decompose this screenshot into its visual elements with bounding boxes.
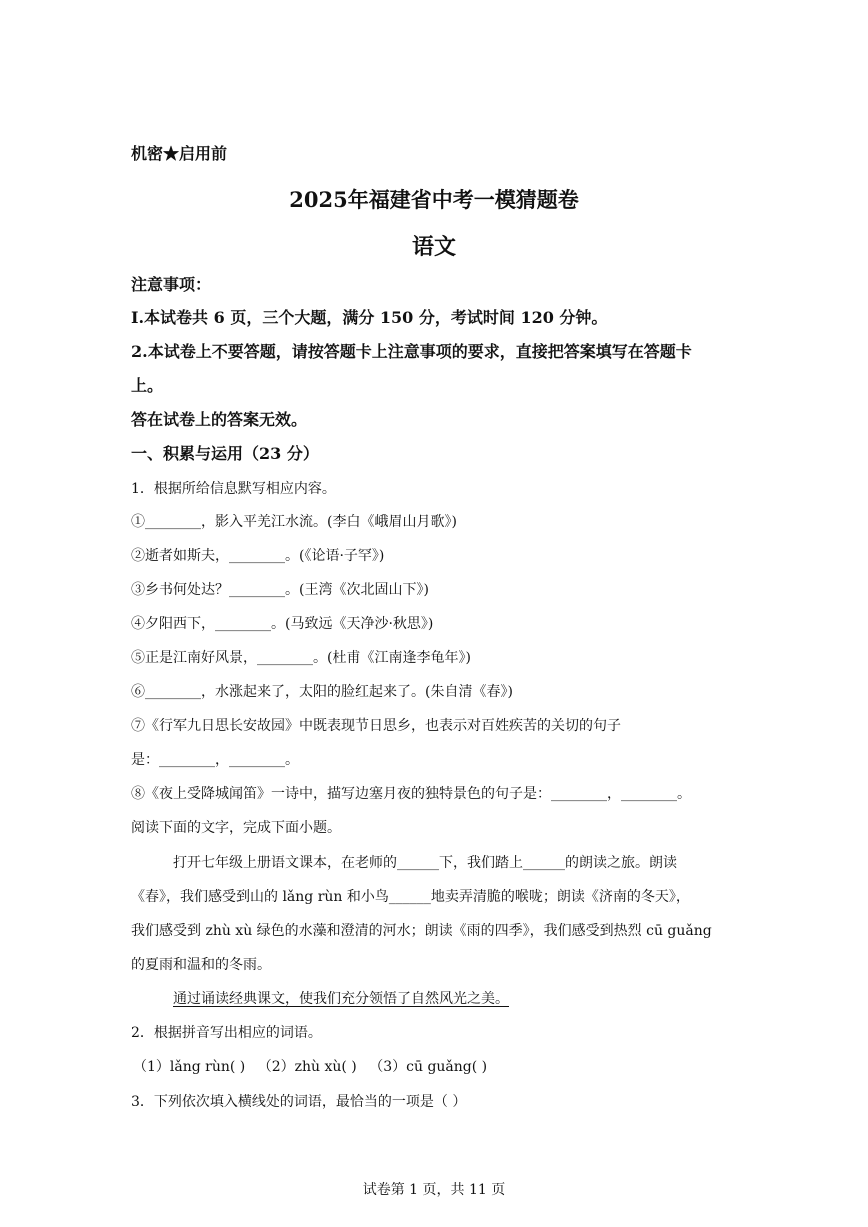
passage-line-2: 《春》，我们感受到山的 lǎng rùn 和小鸟______地卖弄清脆的喉咙；朗读《济南的冬天》，	[131, 889, 690, 905]
q1-item-5: ⑤正是江南好风景，________。(杜甫《江南逢李龟年》)	[131, 650, 471, 666]
q1-item-6: ⑥________，水涨起来了，太阳的脸红起来了。(朱自清《春》)	[131, 684, 513, 700]
reading-intro: 阅读下面的文字，完成下面小题。	[131, 820, 341, 836]
q1-item-4: ④夕阳西下，________。(马致远《天净沙·秋思》)	[131, 616, 434, 632]
q1-item-2: ②逝者如斯夫，________。(《论语·子罕》)	[131, 548, 385, 564]
passage-line-4: 的夏雨和温和的冬雨。	[131, 957, 271, 973]
exam-title: 2025年福建省中考一模猜题卷	[289, 187, 579, 212]
q1-item-7-line-2: 是：________，________。	[131, 752, 299, 768]
question-3-stem: 3．下列依次填入横线处的词语，最恰当的一项是（ ）	[131, 1094, 467, 1110]
q1-item-1: ①________，影入平羌江水流。(李白《峨眉山月歌》)	[131, 514, 457, 530]
q2-item-2: （2）zhù xù( )	[257, 1059, 357, 1075]
notice-item-2-line-1: 2.本试卷上不要答题，请按答题卡上注意事项的要求，直接把答案填写在答题卡	[131, 342, 692, 361]
question-1-stem: 1．根据所给信息默写相应内容。	[131, 481, 336, 497]
notice-item-3: 答在试卷上的答案无效。	[131, 410, 308, 429]
passage-underlined-sentence: 通过诵读经典课文，使我们充分领悟了自然风光之美。	[173, 991, 509, 1007]
confidential-label: 机密★启用前	[131, 144, 228, 163]
q1-item-3: ③乡书何处达？________。(王湾《次北固山下》)	[131, 582, 429, 598]
page-footer: 试卷第 1 页，共 11 页	[362, 1182, 506, 1198]
notice-item-1: I.本试卷共 6 页，三个大题，满分 150 分，考试时间 120 分钟。	[131, 308, 608, 327]
subject-title: 语文	[411, 234, 456, 260]
q2-item-3: （3）cū guǎng( )	[369, 1059, 488, 1075]
q1-item-7-line-1: ⑦《行军九日思长安故园》中既表现节日思乡，也表示对百姓疾苦的关切的句子	[131, 718, 621, 734]
notice-item-2-line-2: 上。	[131, 376, 164, 395]
q1-item-8: ⑧《夜上受降城闻笛》一诗中，描写边塞月夜的独特景色的句子是：________，________。	[131, 786, 691, 802]
question-2-stem: 2．根据拼音写出相应的词语。	[131, 1025, 322, 1041]
passage-line-1: 打开七年级上册语文课本，在老师的______下，我们踏上______的朗读之旅。朗读	[173, 855, 677, 871]
section-1-heading: 一、积累与运用（23 分）	[131, 444, 319, 463]
q2-item-1: （1）lǎng rùn( )	[133, 1059, 246, 1075]
notice-heading: 注意事项：	[131, 275, 212, 294]
q2-answer-row	[133, 1056, 487, 1076]
passage-line-3: 我们感受到 zhù xù 绿色的水藻和澄清的河水；朗读《雨的四季》，我们感受到热烈 cū guǎng	[131, 923, 712, 939]
